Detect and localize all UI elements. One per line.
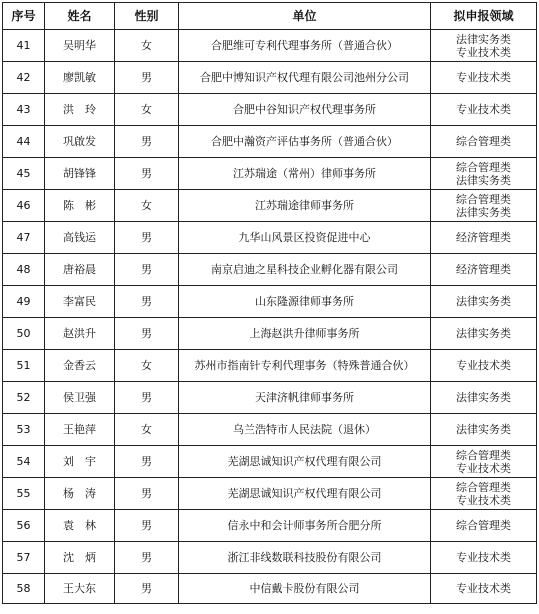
cell-no: 50 xyxy=(3,318,45,350)
cell-no: 51 xyxy=(3,350,45,382)
cell-unit: 天津济帆律师事务所 xyxy=(179,382,431,414)
cell-unit: 江苏瑞途（常州）律师事务所 xyxy=(179,158,431,190)
cell-name: 杨 涛 xyxy=(45,478,115,510)
cell-name: 巩啟发 xyxy=(45,126,115,158)
cell-unit: 合肥中瀚资产评估事务所（普通合伙） xyxy=(179,126,431,158)
table-row xyxy=(3,126,537,158)
field-label: 专业技术类 xyxy=(456,461,511,475)
cell-unit: 上海赵洪升律师事务所 xyxy=(179,318,431,350)
cell-no: 56 xyxy=(3,510,45,542)
field-label: 综合管理类 xyxy=(456,192,511,206)
cell-gender: 男 xyxy=(115,542,179,574)
field-label: 经济管理类 xyxy=(456,231,511,244)
field-label: 专业技术类 xyxy=(456,551,511,564)
cell-gender: 男 xyxy=(115,446,179,478)
table-body xyxy=(3,30,537,604)
cell-no: 42 xyxy=(3,62,45,94)
cell-gender: 男 xyxy=(115,382,179,414)
cell-name: 高钱运 xyxy=(45,222,115,254)
cell-field xyxy=(431,478,537,510)
cell-field xyxy=(431,190,537,222)
table-row xyxy=(3,542,537,574)
expert-table xyxy=(2,2,537,604)
cell-field xyxy=(431,286,537,318)
field-label: 专业技术类 xyxy=(456,45,511,59)
cell-gender: 男 xyxy=(115,478,179,510)
cell-name: 王艳萍 xyxy=(45,414,115,446)
table-row xyxy=(3,478,537,510)
header-gender: 性别 xyxy=(115,3,179,30)
cell-no: 45 xyxy=(3,158,45,190)
field-label: 经济管理类 xyxy=(456,263,511,276)
cell-no: 47 xyxy=(3,222,45,254)
cell-gender: 女 xyxy=(115,190,179,222)
table-row xyxy=(3,254,537,286)
cell-no: 44 xyxy=(3,126,45,158)
cell-name: 吴明华 xyxy=(45,30,115,62)
field-label: 综合管理类 xyxy=(456,160,511,174)
field-label: 综合管理类 xyxy=(456,519,511,532)
cell-field xyxy=(431,350,537,382)
cell-unit: 中信戴卡股份有限公司 xyxy=(179,574,431,604)
cell-field xyxy=(431,574,537,604)
cell-name: 唐裕晨 xyxy=(45,254,115,286)
cell-gender: 男 xyxy=(115,222,179,254)
field-label: 综合管理类 xyxy=(456,135,511,148)
cell-field xyxy=(431,446,537,478)
cell-name: 胡锋锋 xyxy=(45,158,115,190)
header-no: 序号 xyxy=(3,3,45,30)
header-name: 姓名 xyxy=(45,3,115,30)
cell-unit: 芜湖思诚知识产权代理有限公司 xyxy=(179,478,431,510)
cell-gender: 男 xyxy=(115,126,179,158)
cell-gender: 男 xyxy=(115,254,179,286)
cell-gender: 男 xyxy=(115,286,179,318)
cell-no: 48 xyxy=(3,254,45,286)
field-label: 专业技术类 xyxy=(456,493,511,507)
table-row xyxy=(3,222,537,254)
cell-gender: 女 xyxy=(115,94,179,126)
cell-unit: 九华山风景区投资促进中心 xyxy=(179,222,431,254)
cell-name: 洪 玲 xyxy=(45,94,115,126)
cell-field xyxy=(431,94,537,126)
cell-unit: 南京启迪之星科技企业孵化器有限公司 xyxy=(179,254,431,286)
field-label: 法律实务类 xyxy=(456,173,511,187)
cell-gender: 男 xyxy=(115,574,179,604)
cell-unit: 浙江非线数联科技股份有限公司 xyxy=(179,542,431,574)
cell-field xyxy=(431,62,537,94)
table-row xyxy=(3,510,537,542)
cell-no: 55 xyxy=(3,478,45,510)
field-label: 法律实务类 xyxy=(456,295,511,308)
cell-unit: 山东隆源律师事务所 xyxy=(179,286,431,318)
cell-field xyxy=(431,542,537,574)
table-row xyxy=(3,350,537,382)
cell-name: 刘 宇 xyxy=(45,446,115,478)
table-row xyxy=(3,30,537,62)
cell-no: 54 xyxy=(3,446,45,478)
field-label: 专业技术类 xyxy=(456,103,511,116)
cell-name: 赵洪升 xyxy=(45,318,115,350)
cell-no: 53 xyxy=(3,414,45,446)
cell-gender: 男 xyxy=(115,510,179,542)
cell-field xyxy=(431,222,537,254)
field-label: 法律实务类 xyxy=(456,32,511,46)
cell-field xyxy=(431,126,537,158)
cell-name: 袁 林 xyxy=(45,510,115,542)
cell-name: 沈 炳 xyxy=(45,542,115,574)
cell-no: 58 xyxy=(3,574,45,604)
cell-field xyxy=(431,318,537,350)
table-row xyxy=(3,446,537,478)
field-label: 法律实务类 xyxy=(456,391,511,404)
cell-field xyxy=(431,414,537,446)
cell-gender: 女 xyxy=(115,350,179,382)
cell-unit: 合肥中博知识产权代理有限公司池州分公司 xyxy=(179,62,431,94)
cell-field xyxy=(431,382,537,414)
field-label: 法律实务类 xyxy=(456,327,511,340)
table-row xyxy=(3,286,537,318)
cell-field xyxy=(431,254,537,286)
cell-name: 陈 彬 xyxy=(45,190,115,222)
table-row xyxy=(3,190,537,222)
cell-unit: 苏州市指南针专利代理事务（特殊普通合伙） xyxy=(179,350,431,382)
cell-no: 43 xyxy=(3,94,45,126)
cell-unit: 乌兰浩特市人民法院（退休） xyxy=(179,414,431,446)
field-label: 法律实务类 xyxy=(456,205,511,219)
cell-unit: 合肥维可专利代理事务所（普通合伙） xyxy=(179,30,431,62)
header-row xyxy=(3,3,537,30)
cell-gender: 男 xyxy=(115,158,179,190)
field-label: 综合管理类 xyxy=(456,480,511,494)
cell-no: 49 xyxy=(3,286,45,318)
document-page xyxy=(2,2,537,604)
table-row xyxy=(3,574,537,604)
table-row xyxy=(3,414,537,446)
header-field: 拟申报领域 xyxy=(431,3,537,30)
table-row xyxy=(3,62,537,94)
table-row xyxy=(3,94,537,126)
field-label: 专业技术类 xyxy=(456,71,511,84)
table-row xyxy=(3,382,537,414)
cell-name: 侯卫强 xyxy=(45,382,115,414)
cell-unit: 合肥中谷知识产权代理事务所 xyxy=(179,94,431,126)
field-label: 法律实务类 xyxy=(456,423,511,436)
cell-no: 52 xyxy=(3,382,45,414)
cell-gender: 女 xyxy=(115,414,179,446)
cell-gender: 男 xyxy=(115,318,179,350)
cell-name: 王大东 xyxy=(45,574,115,604)
cell-field xyxy=(431,30,537,62)
cell-field xyxy=(431,158,537,190)
cell-no: 57 xyxy=(3,542,45,574)
header-unit: 单位 xyxy=(179,3,431,30)
cell-no: 46 xyxy=(3,190,45,222)
table-header xyxy=(3,3,537,30)
cell-name: 金香云 xyxy=(45,350,115,382)
field-label: 综合管理类 xyxy=(456,448,511,462)
cell-unit: 信永中和会计师事务所合肥分所 xyxy=(179,510,431,542)
cell-unit: 芜湖思诚知识产权代理有限公司 xyxy=(179,446,431,478)
table-row xyxy=(3,158,537,190)
cell-gender: 男 xyxy=(115,62,179,94)
cell-name: 李富民 xyxy=(45,286,115,318)
cell-no: 41 xyxy=(3,30,45,62)
cell-name: 廖凯敏 xyxy=(45,62,115,94)
cell-field xyxy=(431,510,537,542)
table-row xyxy=(3,318,537,350)
cell-gender: 女 xyxy=(115,30,179,62)
cell-unit: 江苏瑞途律师事务所 xyxy=(179,190,431,222)
field-label: 专业技术类 xyxy=(456,359,511,372)
field-label: 专业技术类 xyxy=(456,582,511,595)
